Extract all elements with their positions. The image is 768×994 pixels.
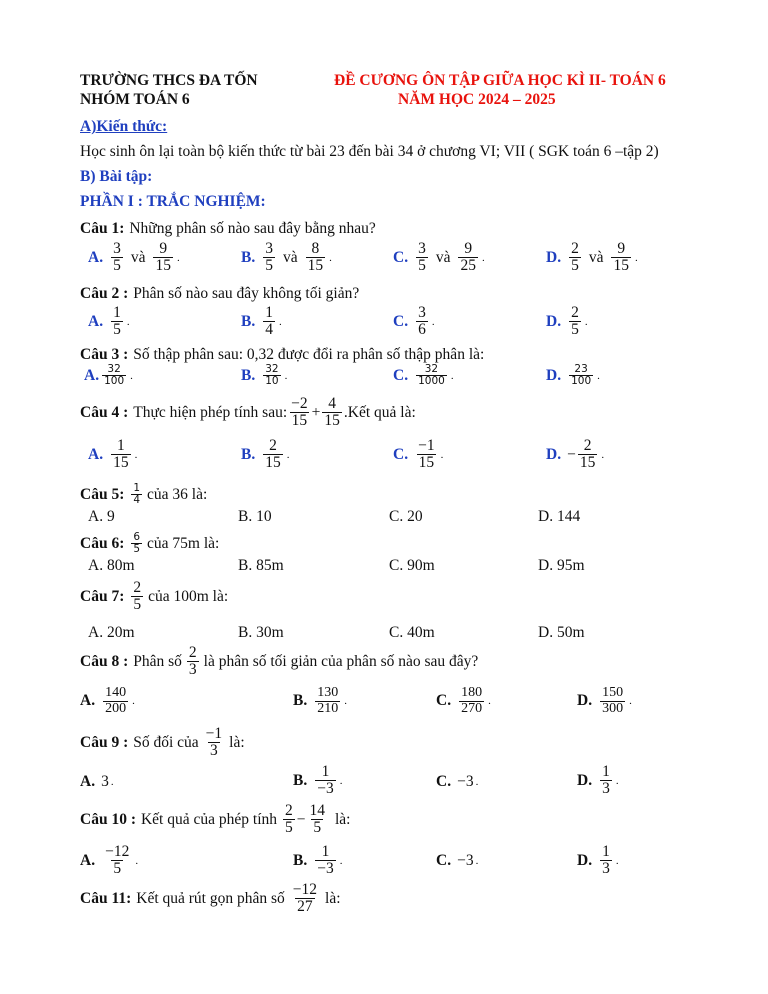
q6-option-b[interactable]: B. 85m bbox=[238, 557, 284, 574]
q10-option-d[interactable]: D. $\frac{1}{3}$ . bbox=[577, 843, 619, 878]
q8-option-a[interactable]: A. $\frac{140}{200}$ . bbox=[80, 685, 135, 716]
q9-option-a[interactable]: A. 3 . bbox=[80, 773, 114, 790]
q3-option-d[interactable]: D. $\frac{23}{100}$ . bbox=[546, 363, 600, 388]
q1-option-a[interactable]: A. $\frac{3}{5}$ và $\frac{9}{15}$ . bbox=[88, 240, 180, 275]
question-3: Câu 3 : Số thập phân sau: 0,32 được đổi ra phân số thập phân là: bbox=[80, 346, 485, 363]
q8-option-c[interactable]: C. $\frac{180}{270}$ . bbox=[436, 685, 491, 716]
q5-option-d[interactable]: D. 144 bbox=[538, 508, 581, 525]
question-5: Câu 5: $\frac{1}{4}$ của 36 là: bbox=[80, 482, 208, 507]
q2-option-b[interactable]: B. $\frac{1}{4}$ . bbox=[241, 304, 282, 339]
q10-option-b[interactable]: B. $\frac{1}{-3}$ . bbox=[293, 843, 343, 878]
q8-option-d[interactable]: D. $\frac{150}{300}$ . bbox=[577, 685, 632, 716]
q7-option-b[interactable]: B. 30m bbox=[238, 624, 284, 641]
school-name: TRƯỜNG THCS ĐA TỐN bbox=[80, 72, 258, 89]
q6-option-a[interactable]: A. 80m bbox=[88, 557, 135, 574]
q4-option-a[interactable]: A. $\frac{1}{15}$ . bbox=[88, 437, 138, 472]
q4-option-b[interactable]: B. $\frac{2}{15}$ . bbox=[241, 437, 290, 472]
q3-option-c[interactable]: C. $\frac{32}{1000}$ . bbox=[393, 363, 454, 388]
question-6: Câu 6: $\frac{6}{5}$ của 75m là: bbox=[80, 531, 220, 556]
q2-option-d[interactable]: D. $\frac{2}{5}$ . bbox=[546, 304, 588, 339]
q10-option-c[interactable]: C. −3 . bbox=[436, 852, 479, 869]
q5-option-c[interactable]: C. 20 bbox=[389, 508, 423, 525]
question-1: Câu 1: Những phân số nào sau đây bằng nhau? bbox=[80, 220, 376, 237]
section-a-text: Học sinh ôn lại toàn bộ kiến thức từ bài 23 đến bài 34 ở chương VI; VII ( SGK toán 6 –tập 2) bbox=[80, 143, 659, 160]
part1-heading: PHẦN I : TRẮC NGHIỆM: bbox=[80, 193, 266, 210]
question-11: Câu 11: Kết quả rút gọn phân số $\frac{-12}{27}$ là: bbox=[80, 881, 341, 916]
question-8: Câu 8 : Phân số $\frac{2}{3}$ là phân số tối giản của phân số nào sau đây? bbox=[80, 644, 479, 679]
q9-option-d[interactable]: D. $\frac{1}{3}$ . bbox=[577, 763, 619, 798]
q9-option-c[interactable]: C. −3 . bbox=[436, 773, 479, 790]
q7-option-d[interactable]: D. 50m bbox=[538, 624, 585, 641]
q8-option-b[interactable]: B. $\frac{130}{210}$ . bbox=[293, 685, 347, 716]
section-b-heading: B) Bài tập: bbox=[80, 168, 153, 185]
q6-option-c[interactable]: C. 90m bbox=[389, 557, 435, 574]
document-title: ĐỀ CƯƠNG ÔN TẬP GIỮA HỌC KÌ II- TOÁN 6 bbox=[334, 72, 666, 89]
q4-option-d[interactable]: D. − $\frac{2}{15}$ . bbox=[546, 437, 605, 472]
q7-option-c[interactable]: C. 40m bbox=[389, 624, 435, 641]
q3-option-a[interactable]: A. $\frac{32}{100}$ . bbox=[84, 363, 133, 388]
q1-option-c[interactable]: C. $\frac{3}{5}$ và $\frac{9}{25}$ . bbox=[393, 240, 485, 275]
q9-option-b[interactable]: B. $\frac{1}{-3}$ . bbox=[293, 763, 343, 798]
question-10: Câu 10 : Kết quả của phép tính $\frac{2}{5}$ − $\frac{14}{5}$ là: bbox=[80, 802, 351, 837]
question-2: Câu 2 : Phân số nào sau đây không tối giản? bbox=[80, 285, 360, 302]
q10-option-a[interactable]: A. $\frac{-12}{5}$ . bbox=[80, 843, 139, 878]
q5-option-b[interactable]: B. 10 bbox=[238, 508, 272, 525]
question-7: Câu 7: $\frac{2}{5}$ của 100m là: bbox=[80, 579, 229, 614]
question-4: Câu 4 : Thực hiện phép tính sau: $\frac{-2}{15}$ + $\frac{4}{15}$ .Kết quả là: bbox=[80, 395, 416, 430]
school-year: NĂM HỌC 2024 – 2025 bbox=[398, 91, 556, 108]
group-name: NHÓM TOÁN 6 bbox=[80, 91, 190, 108]
q6-option-d[interactable]: D. 95m bbox=[538, 557, 585, 574]
q1-option-b[interactable]: B. $\frac{3}{5}$ và $\frac{8}{15}$ . bbox=[241, 240, 332, 275]
q2-option-c[interactable]: C. $\frac{3}{6}$ . bbox=[393, 304, 435, 339]
q4-option-c[interactable]: C. $\frac{-1}{15}$ . bbox=[393, 437, 444, 472]
q7-option-a[interactable]: A. 20m bbox=[88, 624, 135, 641]
section-a-heading: A)Kiến thức: bbox=[80, 118, 168, 135]
question-9: Câu 9 : Số đối của $\frac{-1}{3}$ là: bbox=[80, 725, 245, 760]
q1-option-d[interactable]: D. $\frac{2}{5}$ và $\frac{9}{15}$ . bbox=[546, 240, 638, 275]
q2-option-a[interactable]: A. $\frac{1}{5}$ . bbox=[88, 304, 130, 339]
q3-option-b[interactable]: B. $\frac{32}{10}$ . bbox=[241, 363, 288, 388]
q5-option-a[interactable]: A. 9 bbox=[88, 508, 115, 525]
